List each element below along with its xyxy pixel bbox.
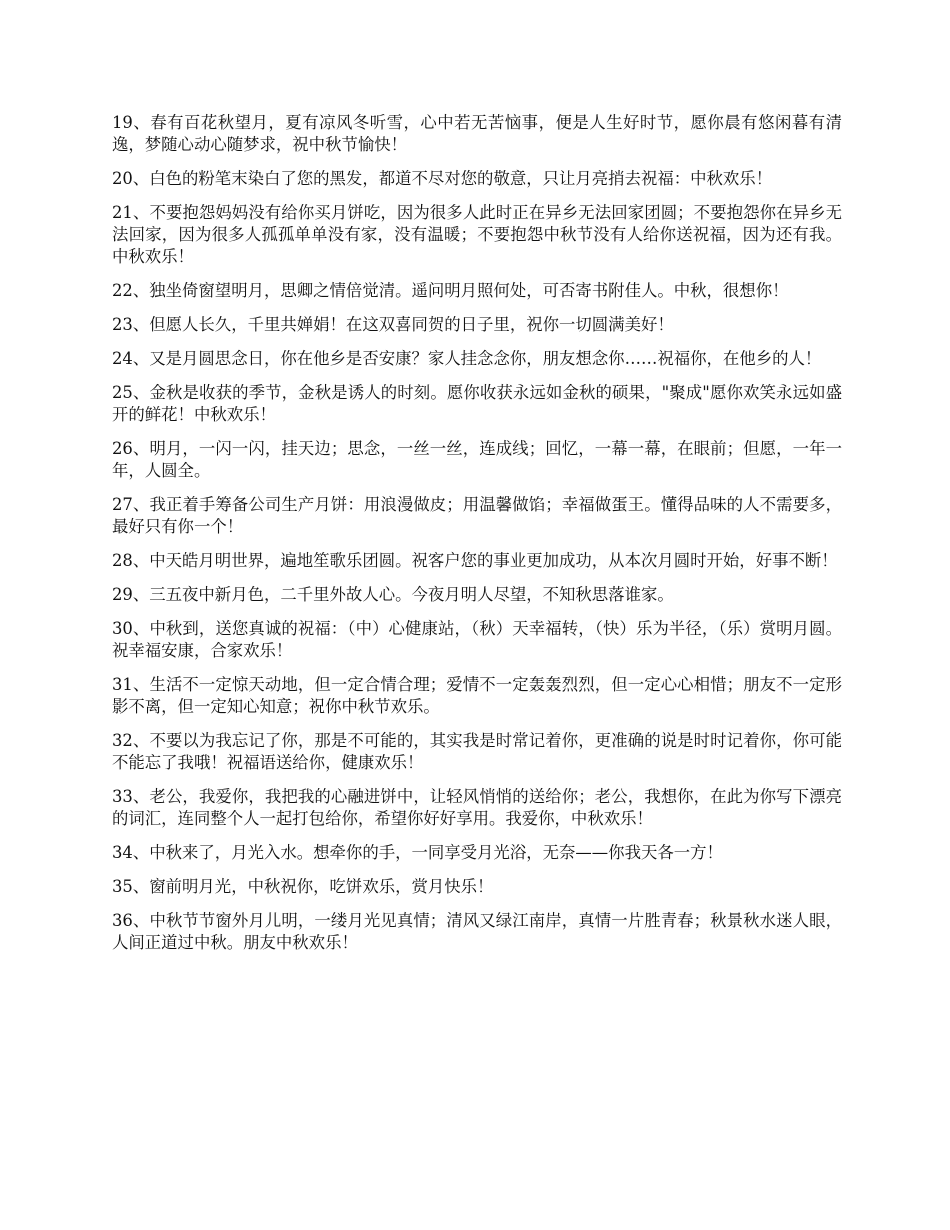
paragraph-36: 36、中秋节节窗外月儿明，一缕月光见真情；清风又绿江南岸，真情一片胜青春；秋景秋水迷人眼，人间正道过中秋。朋友中秋欢乐！ [112, 911, 842, 952]
paragraph-30: 30、中秋到，送您真诚的祝福：（中）心健康站，（秋）天幸福转，（快）乐为半径，（乐）赏明月圆。祝幸福安康，合家欢乐！ [112, 619, 842, 660]
paragraph-35: 35、窗前明月光，中秋祝你，吃饼欢乐，赏月快乐！ [112, 877, 494, 896]
paragraph-27: 27、我正着手筹备公司生产月饼：用浪漫做皮；用温馨做馅；幸福做蛋王。懂得品味的人不需要多，最好只有你一个！ [112, 495, 842, 536]
paragraph-22: 22、独坐倚窗望明月，思卿之情倍觉清。遥问明月照何处，可否寄书附佳人。中秋，很想你！ [112, 281, 789, 300]
document-body [112, 112, 842, 966]
paragraph-26: 26、明月，一闪一闪，挂天边；思念，一丝一丝，连成线；回忆，一幕一幕，在眼前；但愿，一年一年，人圆全。 [112, 439, 842, 480]
paragraph-29: 29、三五夜中新月色，二千里外故人心。今夜月明人尽望，不知秋思落谁家。 [112, 585, 674, 604]
paragraph-32: 32、不要以为我忘记了你，那是不可能的，其实我是时常记着你，更准确的说是时时记着你，你可能不能忘了我哦！祝福语送给你，健康欢乐！ [112, 731, 842, 772]
paragraph-34: 34、中秋来了，月光入水。想牵你的手，一同享受月光浴，无奈——你我天各一方！ [112, 843, 723, 862]
paragraph-24: 24、又是月圆思念日，你在他乡是否安康？家人挂念念你，朋友想念你……祝福你，在他乡的人！ [112, 349, 822, 368]
paragraph-28: 28、中天皓月明世界，遍地笙歌乐团圆。祝客户您的事业更加成功，从本次月圆时开始，好事不断！ [112, 551, 838, 570]
paragraph-33: 33、老公，我爱你，我把我的心融进饼中，让轻风悄悄的送给你；老公，我想你，在此为你写下漂亮的词汇，连同整个人一起打包给你，希望你好好享用。我爱你，中秋欢乐！ [112, 787, 842, 828]
paragraph-20: 20、白色的粉笔末染白了您的黑发，都道不尽对您的敬意，只让月亮捎去祝福：中秋欢乐！ [112, 169, 773, 188]
paragraph-19: 19、春有百花秋望月，夏有凉风冬听雪，心中若无苦恼事，便是人生好时节，愿你晨有悠闲暮有清逸，梦随心动心随梦求，祝中秋节愉快！ [112, 113, 842, 154]
paragraph-21: 21、不要抱怨妈妈没有给你买月饼吃，因为很多人此时正在异乡无法回家团圆；不要抱怨你在异乡无法回家，因为很多人孤孤单单没有家，没有温暖；不要抱怨中秋节没有人给你送祝福，因为还有我。中秋欢乐！ [112, 203, 842, 266]
paragraph-25: 25、金秋是收获的季节，金秋是诱人的时刻。愿你收获永远如金秋的硕果，"聚成"愿你欢笑永远如盛开的鲜花！中秋欢乐！ [112, 383, 842, 424]
paragraph-23: 23、但愿人长久，千里共婵娟！在这双喜同贺的日子里，祝你一切圆满美好！ [112, 315, 674, 334]
paragraph-31: 31、生活不一定惊天动地，但一定合情合理；爱情不一定轰轰烈烈，但一定心心相惜；朋友不一定形影不离，但一定知心知意；祝你中秋节欢乐。 [112, 675, 842, 716]
